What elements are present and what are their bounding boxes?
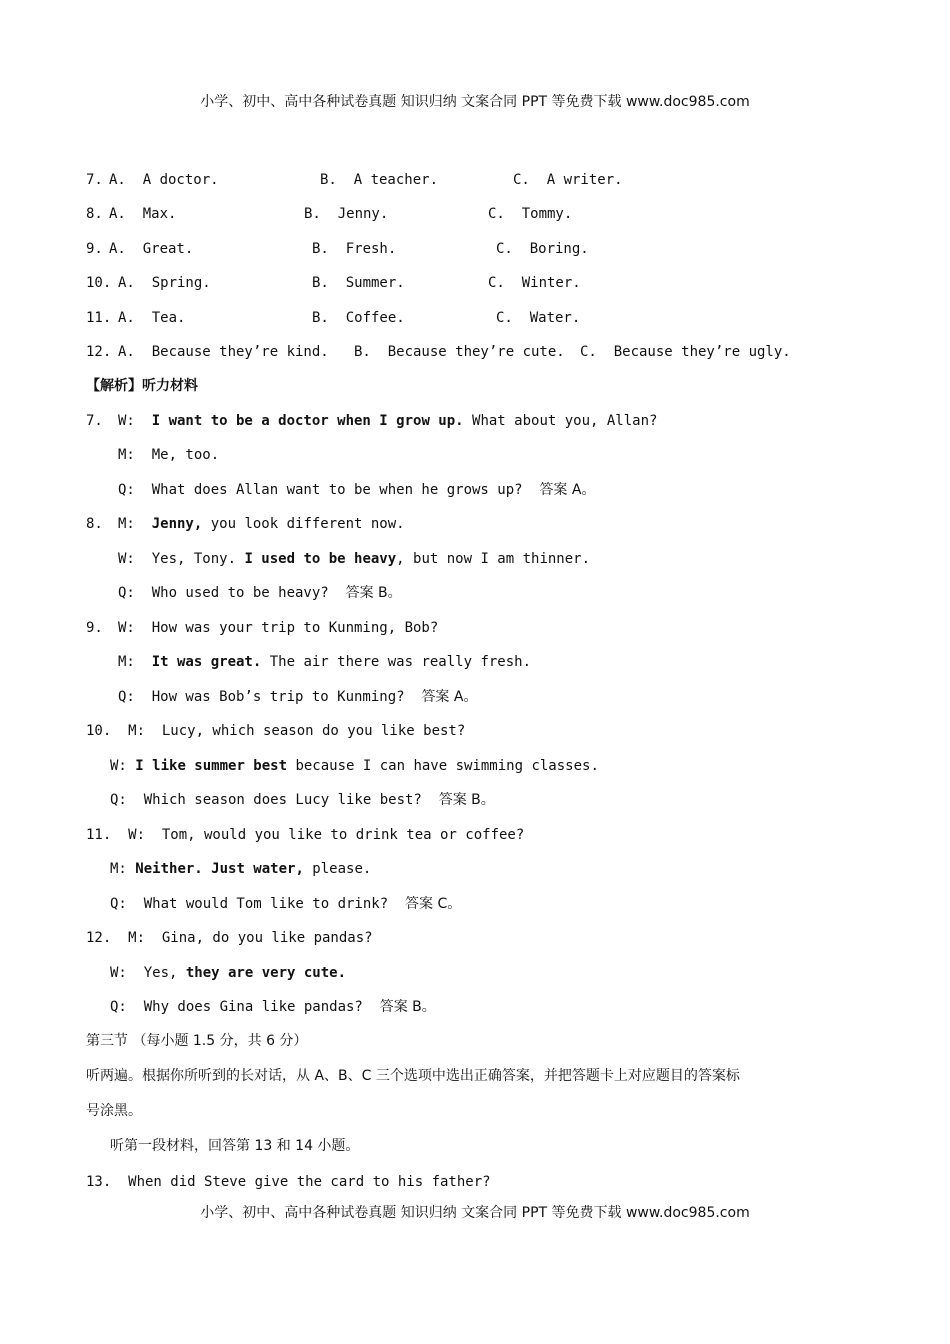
key-answer: they are very cute. (185, 965, 347, 981)
speaker: W: (118, 413, 135, 429)
option-b: B. Coffee. (312, 310, 405, 326)
option-b: B. A teacher. (320, 172, 439, 188)
analysis-title: 【解析】听力材料 (86, 378, 198, 394)
page-footer: 小学、初中、高中各种试卷真题 知识归纳 文案合同 PPT 等免费下载 www.doc985.com (200, 1205, 750, 1221)
key-answer: I used to be heavy (244, 551, 397, 567)
transcript-line: M: Me, too. (118, 447, 220, 463)
question-number: 7. (86, 172, 103, 188)
option-a: A. Tea. (118, 310, 186, 326)
line-text: W: Yes, Tony. (118, 551, 245, 567)
question-number: 12. (86, 344, 112, 360)
answer-text: 答案 B。 (379, 999, 436, 1015)
transcript-line (118, 411, 657, 431)
transcript-line: 10. M: Lucy, which season do you like best? (86, 723, 466, 739)
answer-text: 答案 B。 (438, 792, 495, 808)
option-a: A. Because they’re kind. (118, 344, 329, 360)
key-answer: It was great. (151, 654, 262, 670)
line-text: because I can have swimming classes. (287, 758, 599, 774)
option-a: A. Great. (109, 241, 194, 257)
key-answer: Neither. Just water, (135, 861, 304, 877)
option-c: C. Water. (496, 310, 581, 326)
transcript-number: 7. (86, 413, 103, 429)
section-instructions: 听两遍。根据你所听到的长对话，从 A、B、C 三个选项中选出正确答案，并把答题卡上对应题目的答案标 (86, 1068, 740, 1084)
speaker: M: (110, 861, 127, 877)
option-b: B. Jenny. (304, 206, 389, 222)
key-answer: I like summer best (135, 758, 288, 774)
option-a: A. A doctor. (109, 172, 219, 188)
answer-text: 答案 A。 (421, 689, 478, 705)
speaker: M: (118, 654, 135, 670)
line-text: please. (303, 861, 372, 877)
question-13: 13. When did Steve give the card to his father? (86, 1174, 491, 1190)
question-number: 9. (86, 241, 103, 257)
transcript-line (110, 756, 599, 776)
answer-text: 答案 A。 (539, 482, 596, 498)
speaker: M: (118, 516, 135, 532)
answer-text: 答案 C。 (405, 896, 462, 912)
option-b: B. Because they’re cute. (354, 344, 565, 360)
line-text: Q: What would Tom like to drink? (110, 896, 389, 912)
transcript-line: 12. M: Gina, do you like pandas? (86, 930, 373, 946)
section-title: 第三节 （每小题 1.5 分，共 6 分） (86, 1033, 308, 1049)
option-c: C. Winter. (488, 275, 581, 291)
line-text: Q: What does Allan want to be when he grows up? (118, 482, 523, 498)
line-text: , but now I am thinner. (396, 551, 591, 567)
answer-text: 答案 B。 (345, 585, 402, 601)
line-text: Q: Why does Gina like pandas? (110, 999, 363, 1015)
transcript-question (110, 790, 495, 810)
transcript-question (118, 480, 595, 500)
line-text: Q: How was Bob’s trip to Kunming? (118, 689, 405, 705)
question-number: 10. (86, 275, 112, 291)
option-a: A. Max. (109, 206, 177, 222)
transcript-line (110, 859, 371, 879)
option-c: C. Tommy. (488, 206, 573, 222)
transcript-line (110, 963, 346, 983)
transcript-question (118, 687, 477, 707)
line-text: you look different now. (202, 516, 405, 532)
key-answer: Jenny, (151, 516, 203, 532)
page-header: 小学、初中、高中各种试卷真题 知识归纳 文案合同 PPT 等免费下载 www.doc985.com (200, 94, 750, 110)
transcript-question (118, 583, 402, 603)
question-number: 11. (86, 310, 112, 326)
transcript-number: 8. (86, 516, 103, 532)
part-instruction: 听第一段材料，回答第 13 和 14 小题。 (110, 1138, 360, 1154)
transcript-question (110, 894, 461, 914)
line-text: W: Yes, (110, 965, 186, 981)
option-c: C. Boring. (496, 241, 589, 257)
line-text: The air there was really fresh. (261, 654, 532, 670)
speaker: W: (110, 758, 127, 774)
transcript-line (118, 514, 405, 534)
line-text: What about you, Allan? (463, 413, 658, 429)
transcript-line: 11. W: Tom, would you like to drink tea or coffee? (86, 827, 525, 843)
option-b: B. Summer. (312, 275, 405, 291)
section-instructions-cont: 号涂黑。 (86, 1103, 142, 1119)
transcript-line: W: How was your trip to Kunming, Bob? (118, 620, 439, 636)
line-text: Q: Who used to be heavy? (118, 585, 329, 601)
option-c: C. A writer. (513, 172, 623, 188)
option-b: B. Fresh. (312, 241, 397, 257)
question-number: 8. (86, 206, 103, 222)
transcript-line (118, 652, 531, 672)
option-a: A. Spring. (118, 275, 211, 291)
transcript-number: 9. (86, 620, 103, 636)
line-text: Q: Which season does Lucy like best? (110, 792, 422, 808)
transcript-question (110, 997, 436, 1017)
option-c: C. Because they’re ugly. (580, 344, 791, 360)
key-answer: I want to be a doctor when I grow up. (151, 413, 464, 429)
transcript-line (118, 549, 590, 569)
